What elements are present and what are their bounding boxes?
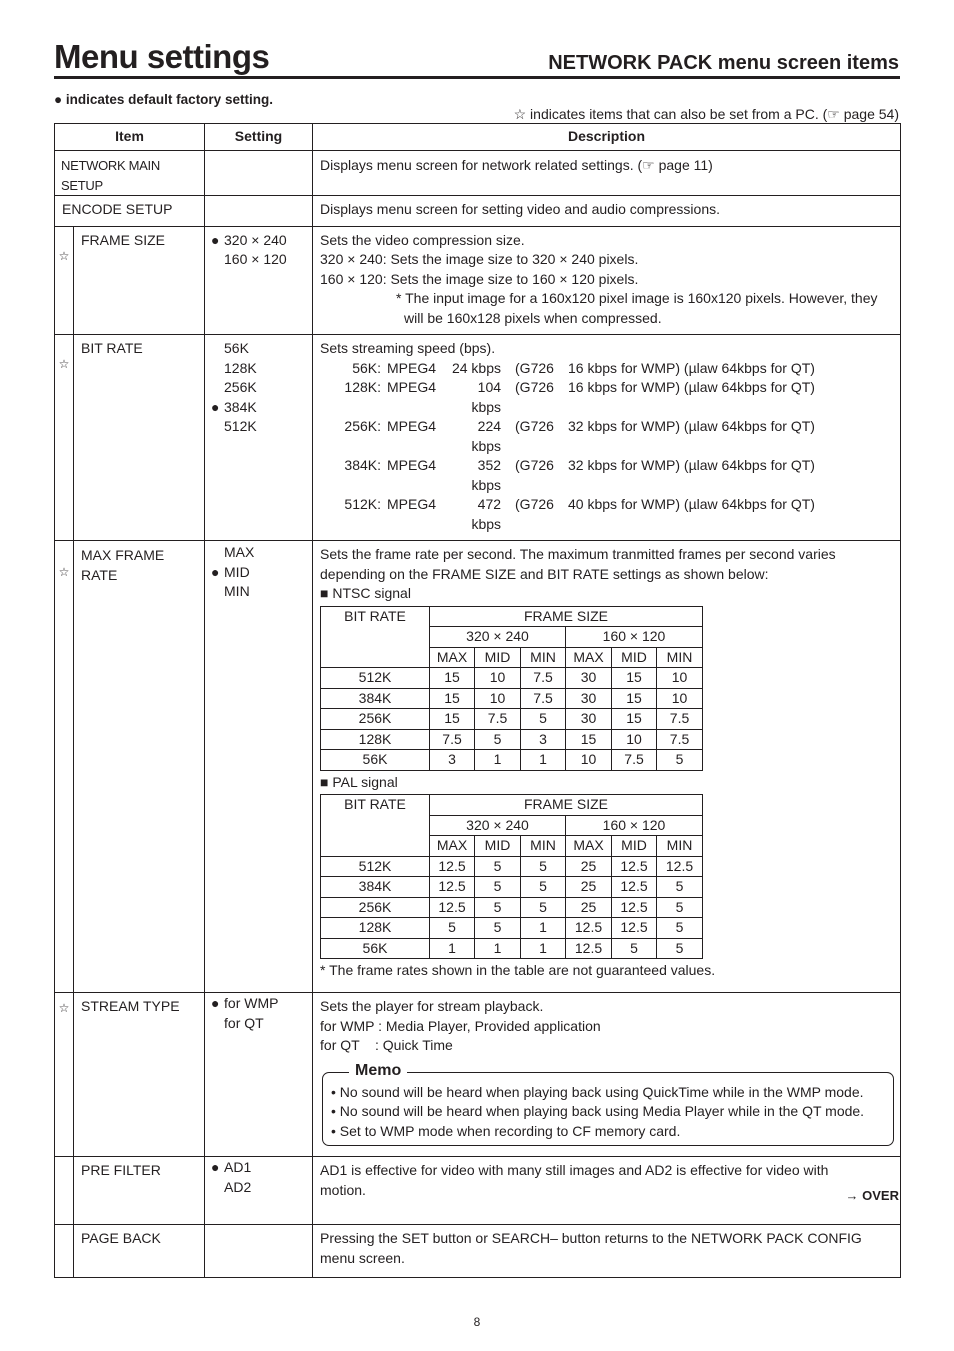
table-row bbox=[55, 335, 901, 541]
desc-bit-rate: Sets streaming speed (bps). 56K: MPEG4 24 kbps (G726 16 kbps for WMP) (µlaw 64kbps for QT) 128K: MPEG4 104 kbps (G726 16 kbps for WMP) (µlaw 64kbps for QT) 256K: MPEG4 224 kbps (G726 32 kbps for WMP) (µlaw 64kbps for QT) 384K: MPEG4 352 kbps (G726 32 kbps for WMP) (µlaw 64kbps for QT) 512K: MPEG4 472 kbps (G726 40 kbps for WMP) (µlaw 64kbps for QT) bbox=[313, 335, 901, 541]
frame-rate-cell: 30 bbox=[566, 668, 612, 689]
frame-rate-cell: 1 bbox=[521, 918, 566, 939]
frame-rate-cell: 15 bbox=[430, 709, 475, 730]
memo-item: • No sound will be heard when playing back using Media Player while in the QT mode. bbox=[331, 1103, 865, 1119]
ntsc-frame-rate-table: BIT RATE FRAME SIZE 320 × 240 160 × 120 MAX MID MIN MAX MID MIN 512K 15 10 7.5 30 15 10 384K 15 10 7.5 30 15 10 256K 15 7.5 5 30 15 7.5 128K 7.5 5 3 15 10 7.5 56K 3 1 1 10 7.5 5 bbox=[320, 606, 703, 771]
desc-page-back: Pressing the SET button or SEARCH– button returns to the NETWORK PACK CONFIG menu screen. bbox=[313, 1225, 901, 1278]
frame-rate-cell: 5 bbox=[657, 877, 703, 898]
pc-star-icon: ☆ bbox=[55, 226, 74, 335]
default-setting-note: ● indicates default factory setting. bbox=[54, 92, 273, 107]
memo-title: Memo bbox=[349, 1062, 407, 1080]
ntsc-signal-label: ■ NTSC signal bbox=[320, 585, 411, 601]
frame-rate-row bbox=[321, 938, 703, 959]
frame-rate-cell: 7.5 bbox=[612, 750, 657, 771]
item-frame-size: FRAME SIZE bbox=[74, 226, 205, 335]
desc-frame-size: Sets the video compression size. 320 × 240: Sets the image size to 320 × 240 pixels. 160 × 120: Sets the image size to 160 × 120 pixels. * The input image for a 160x120 pixel image is 160x120 pixels. However, they will be 160x128 pixels when compressed. bbox=[313, 226, 901, 335]
desc-pre-filter: AD1 is effective for video with many still images and AD2 is effective for video with motion. bbox=[313, 1157, 901, 1225]
frame-rate-cell: 5 bbox=[475, 856, 521, 877]
frame-rate-cell: 7.5 bbox=[657, 729, 703, 750]
table-row bbox=[55, 541, 901, 993]
frame-rate-cell: 5 bbox=[521, 897, 566, 918]
table-row bbox=[55, 1157, 901, 1225]
page-title: Menu settings bbox=[54, 38, 270, 75]
frame-rate-cell: 5 bbox=[475, 918, 521, 939]
bit-rate-cell: 256K bbox=[321, 897, 430, 918]
item-stream-type: STREAM TYPE bbox=[74, 993, 205, 1157]
frame-rate-cell: 12.5 bbox=[566, 918, 612, 939]
item-page-back: PAGE BACK bbox=[74, 1225, 205, 1278]
frame-rate-cell: 12.5 bbox=[612, 918, 657, 939]
frame-rate-cell: 25 bbox=[566, 877, 612, 898]
desc-encode-setup: Displays menu screen for setting video and audio compressions. bbox=[313, 196, 901, 227]
frame-rate-row bbox=[321, 877, 703, 898]
frame-rate-cell: 7.5 bbox=[521, 668, 566, 689]
col-header-description: Description bbox=[313, 124, 901, 151]
frame-rate-cell: 12.5 bbox=[612, 897, 657, 918]
pc-star-icon: ☆ bbox=[55, 541, 74, 993]
frame-rate-cell: 5 bbox=[475, 729, 521, 750]
default-bullet-icon: ● bbox=[211, 995, 220, 1011]
default-bullet-icon: ● bbox=[211, 231, 220, 248]
default-bullet-icon: ● bbox=[211, 398, 220, 415]
frame-rate-cell: 12.5 bbox=[566, 938, 612, 959]
setting-pre-filter: ● AD1 AD2 bbox=[205, 1157, 313, 1225]
table-row bbox=[55, 993, 901, 1157]
frame-rate-cell: 1 bbox=[521, 938, 566, 959]
frame-rate-cell: 7.5 bbox=[657, 709, 703, 730]
frame-rate-cell: 5 bbox=[657, 750, 703, 771]
bit-rate-speed-list: 56K: MPEG4 24 kbps (G726 16 kbps for WMP) (µlaw 64kbps for QT) 128K: MPEG4 104 kbps (G726 16 kbps for WMP) (µlaw 64kbps for QT) 256K: MPEG4 224 kbps (G726 32 kbps for WMP) (µlaw 64kbps for QT) 384K: MPEG4 352 kbps (G726 32 kbps for WMP) (µlaw 64kbps for QT) 512K: MPEG4 472 kbps (G726 40 kbps for WMP) (µlaw 64kbps for QT) bbox=[344, 359, 815, 532]
bit-rate-cell: 128K bbox=[321, 729, 430, 750]
frame-rate-cell: 15 bbox=[612, 709, 657, 730]
frame-rate-cell: 10 bbox=[475, 688, 521, 709]
page-number: 8 bbox=[473, 1315, 481, 1329]
col-header-item: Item bbox=[55, 124, 205, 151]
bit-rate-cell: 128K bbox=[321, 918, 430, 939]
bit-rate-cell: 384K bbox=[321, 877, 430, 898]
item-bit-rate: BIT RATE bbox=[74, 335, 205, 541]
frame-rate-cell: 15 bbox=[430, 668, 475, 689]
frame-rate-cell: 12.5 bbox=[657, 856, 703, 877]
bit-rate-cell: 56K bbox=[321, 750, 430, 771]
frame-rate-cell: 10 bbox=[612, 729, 657, 750]
pc-star-icon: ☆ bbox=[55, 335, 74, 541]
frame-rate-cell: 5 bbox=[657, 938, 703, 959]
frame-rate-cell: 5 bbox=[657, 918, 703, 939]
table-row bbox=[55, 151, 901, 196]
item-pre-filter: PRE FILTER bbox=[74, 1157, 205, 1225]
frame-rate-cell: 12.5 bbox=[430, 856, 475, 877]
frame-rate-row bbox=[321, 918, 703, 939]
bit-rate-cell: 256K bbox=[321, 709, 430, 730]
menu-items-table bbox=[54, 123, 901, 1278]
setting-bit-rate: 56K 128K 256K ● 384K 512K bbox=[205, 335, 313, 541]
table-row bbox=[55, 226, 901, 335]
frame-rate-row bbox=[321, 668, 703, 689]
pc-settable-note: ☆ indicates items that can also be set from a PC. (☞ page 54) bbox=[513, 106, 899, 122]
table-row bbox=[55, 196, 901, 227]
frame-rate-cell: 10 bbox=[566, 750, 612, 771]
bit-rate-cell: 384K bbox=[321, 688, 430, 709]
frame-rate-cell: 1 bbox=[475, 750, 521, 771]
setting-frame-size: ● 320 × 240 160 × 120 bbox=[205, 226, 313, 335]
table-row bbox=[55, 1225, 901, 1278]
frame-rate-cell: 1 bbox=[521, 750, 566, 771]
frame-rate-cell: 1 bbox=[475, 938, 521, 959]
default-bullet-icon: ● bbox=[211, 1159, 220, 1175]
frame-rate-cell: 30 bbox=[566, 688, 612, 709]
setting-cell bbox=[205, 1225, 313, 1278]
item-max-frame-rate: MAX FRAME RATE bbox=[74, 541, 205, 993]
pal-frame-rate-table: BIT RATE FRAME SIZE 320 × 240 160 × 120 MAX MID MIN MAX MID MIN 512K 12.5 5 5 25 12.5 12.5 384K 12.5 5 5 25 12.5 5 256K 12.5 5 5 25 12.5 5 128K 5 5 1 12.5 12.5 5 56K 1 1 1 12.5 5 5 bbox=[320, 794, 703, 959]
item-encode-setup: ENCODE SETUP bbox=[55, 196, 205, 227]
frame-rate-row bbox=[321, 856, 703, 877]
frame-rate-cell: 5 bbox=[521, 709, 566, 730]
setting-cell bbox=[205, 151, 313, 196]
frame-rate-cell: 3 bbox=[430, 750, 475, 771]
frame-rate-cell: 3 bbox=[521, 729, 566, 750]
frame-rate-cell: 7.5 bbox=[521, 688, 566, 709]
item-network-main-setup: NETWORK MAIN SETUP bbox=[55, 151, 205, 196]
frame-rate-row bbox=[321, 729, 703, 750]
desc-max-frame-rate: Sets the frame rate per second. The maximum tranmitted frames per second varies depending on the FRAME SIZE and BIT RATE settings as shown below: ■ NTSC signal BIT RATE FRAME SIZE 320 × 240 160 × 120 MAX MID MIN MAX MID MIN 512K 15 10 7.5 30 15 10 384K 15 10 7.5 30 15 10 256K 15 7.5 5 30 15 7.5 128K 7.5 5 3 15 10 7.5 56K 3 1 1 10 7.5 5 ■ PAL signal BIT RATE FRAME SIZE 320 × 240 160 × 120 MAX MID MIN MAX MID MIN 512K 12.5 5 5 25 12.5 12.5 384K 12.5 5 5 25 12.5 5 256K 12.5 5 5 25 12.5 5 128K 5 5 1 12.5 12.5 5 56K 1 1 1 12.5 5 5 * The frame rates shown in the table are not guaranteed values. bbox=[313, 541, 901, 993]
col-header-setting: Setting bbox=[205, 124, 313, 151]
frame-rate-cell: 10 bbox=[657, 668, 703, 689]
frame-rate-cell: 7.5 bbox=[475, 709, 521, 730]
frame-rate-cell: 30 bbox=[566, 709, 612, 730]
frame-rate-cell: 10 bbox=[657, 688, 703, 709]
frame-rate-cell: 10 bbox=[475, 668, 521, 689]
frame-rate-cell: 15 bbox=[612, 668, 657, 689]
continued-over-label: → OVER bbox=[845, 1188, 899, 1203]
frame-rate-cell: 25 bbox=[566, 856, 612, 877]
memo-item: • No sound will be heard when playing back using QuickTime while in the WMP mode. bbox=[331, 1083, 864, 1100]
default-bullet-icon: ● bbox=[211, 563, 220, 580]
frame-rate-cell: 12.5 bbox=[612, 877, 657, 898]
frame-rate-cell: 1 bbox=[430, 938, 475, 959]
frame-rate-cell: 5 bbox=[430, 918, 475, 939]
frame-rate-footnote: * The frame rates shown in the table are not guaranteed values. bbox=[320, 962, 716, 978]
table-header-row bbox=[55, 124, 901, 151]
frame-rate-row bbox=[321, 750, 703, 771]
star-cell-empty bbox=[55, 1225, 74, 1278]
bit-rate-cell: 56K bbox=[321, 938, 430, 959]
setting-stream-type: ● for WMP for QT bbox=[205, 993, 313, 1157]
header-rule bbox=[54, 76, 900, 79]
frame-rate-cell: 5 bbox=[612, 938, 657, 959]
frame-rate-cell: 15 bbox=[430, 688, 475, 709]
frame-rate-cell: 12.5 bbox=[430, 897, 475, 918]
memo-item: • Set to WMP mode when recording to CF memory card. bbox=[331, 1122, 681, 1139]
setting-cell bbox=[205, 196, 313, 227]
frame-rate-cell: 5 bbox=[521, 856, 566, 877]
frame-rate-cell: 12.5 bbox=[612, 856, 657, 877]
frame-rate-cell: 25 bbox=[566, 897, 612, 918]
frame-rate-cell: 12.5 bbox=[430, 877, 475, 898]
desc-network-main-setup: Displays menu screen for network related settings. (☞ page 11) bbox=[313, 151, 901, 196]
frame-rate-cell: 5 bbox=[475, 897, 521, 918]
star-cell-empty bbox=[55, 1157, 74, 1225]
frame-rate-cell: 5 bbox=[657, 897, 703, 918]
section-subtitle: NETWORK PACK menu screen items bbox=[548, 52, 899, 74]
frame-rate-cell: 5 bbox=[475, 877, 521, 898]
frame-rate-cell: 15 bbox=[566, 729, 612, 750]
frame-rate-cell: 7.5 bbox=[430, 729, 475, 750]
frame-rate-cell: 5 bbox=[521, 877, 566, 898]
frame-rate-row bbox=[321, 709, 703, 730]
setting-max-frame-rate: MAX ● MID MIN bbox=[205, 541, 313, 993]
frame-rate-cell: 15 bbox=[612, 688, 657, 709]
bit-rate-cell: 512K bbox=[321, 668, 430, 689]
bit-rate-cell: 512K bbox=[321, 856, 430, 877]
desc-stream-type: Sets the player for stream playback. for WMP : Media Player, Provided application for QT : Quick Time Memo • No sound will be heard when playing back using QuickTime while in the WMP mode. • No sound will be heard when playing back using Media Player while in the QT mode. • Set to WMP mode when recording to CF memory card. bbox=[313, 993, 901, 1157]
frame-rate-row bbox=[321, 688, 703, 709]
pc-star-icon: ☆ bbox=[55, 993, 74, 1157]
frame-rate-row bbox=[321, 897, 703, 918]
pal-signal-label: ■ PAL signal bbox=[320, 773, 398, 790]
